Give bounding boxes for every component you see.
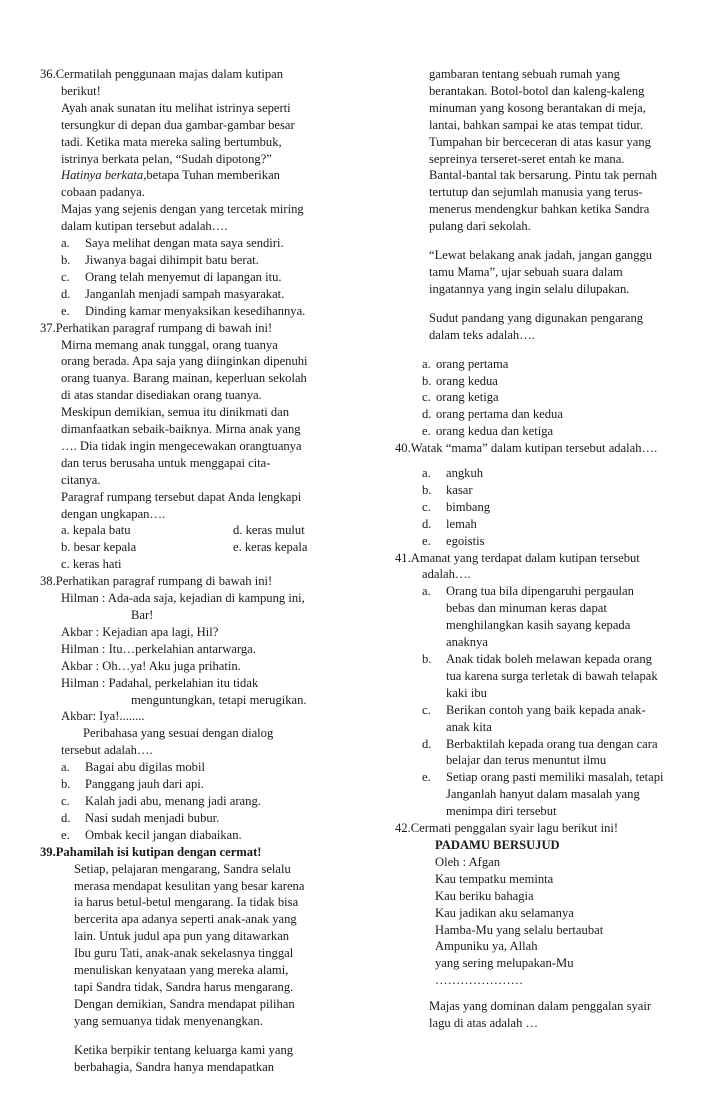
question-39-continued <box>395 66 705 356</box>
option-text: Dinding kamar menyaksikan kesedihannya. <box>85 303 306 318</box>
text-line: tersungkur di depan dua gambar-gambar besar <box>61 117 295 132</box>
option-text: Berbaktilah kepada orang tua dengan cara <box>446 736 658 751</box>
option-text: Setiap orang pasti memiliki masalah, tetapi <box>446 770 664 785</box>
text-line: Sudut pandang yang digunakan pengarang <box>429 310 644 325</box>
text-line: tersebut adalah…. <box>61 743 153 758</box>
dialog-line: Hilman : Ada-ada saja, kejadian di kampung ini, <box>61 591 305 606</box>
lyric-line: Hamba-Mu yang selalu bertaubat <box>435 922 604 937</box>
option-c <box>61 269 370 286</box>
text-fragment: betapa Tuhan memberikan <box>146 168 280 183</box>
option-letter: d. <box>422 407 432 422</box>
text-line: yang semuanya tidak menyenangkan. <box>74 1013 263 1028</box>
option-text: Nasi sudah menjadi bubur. <box>85 810 220 825</box>
option-text: Anak tidak boleh melawan kepada orang <box>446 652 652 666</box>
option-letter: b. <box>422 373 432 388</box>
option-row <box>61 556 370 573</box>
option-b <box>61 776 370 793</box>
option-text: Ombak kecil jangan diabaikan. <box>85 827 242 842</box>
question-40-head: 40.Watak “mama” dalam kutipan tersebut adalah…. <box>395 441 658 456</box>
text-line <box>61 167 370 184</box>
text-line: tapi Sandra tidak, Sandra harus mengarang. <box>74 979 294 994</box>
option-text: menghilangkan kasih sayang kepada <box>446 618 631 633</box>
question-37-head: 37.Perhatikan paragraf rumpang di bawah ini! <box>40 320 273 335</box>
question-38-head: 38.Perhatikan paragraf rumpang di bawah ini! <box>40 574 273 589</box>
text-line: berikut! <box>61 83 101 98</box>
option-letter: a. <box>422 584 431 599</box>
option-a <box>422 583 705 651</box>
question-41-head-cont: adalah…. <box>422 567 471 582</box>
text-line: cobaan padanya. <box>61 185 145 200</box>
option-text: anak kita <box>446 719 492 734</box>
question-41 <box>395 550 705 821</box>
option-d <box>422 516 705 533</box>
dialog-line: Akbar : Oh…ya! Aku juga prihatin. <box>61 658 241 673</box>
song-title: PADAMU BERSUJUD <box>435 837 560 852</box>
option-text: bebas dan minuman keras dapat <box>446 601 607 616</box>
text-line: ingatannya yang ingin selalu dilupakan. <box>429 281 630 296</box>
option-c: c. keras hati <box>61 557 122 572</box>
question-38 <box>40 573 370 844</box>
option-text: Kalah jadi abu, menang jadi arang. <box>85 793 261 808</box>
option-d <box>61 286 370 303</box>
option-letter: b. <box>422 482 432 497</box>
question-42 <box>395 820 705 1032</box>
option-letter: c. <box>422 702 431 717</box>
option-letter: b. <box>422 652 432 666</box>
option-b <box>422 651 705 702</box>
option-b <box>422 482 705 499</box>
option-a <box>422 356 705 373</box>
lyric-line: yang sering melupakan-Mu <box>435 956 574 971</box>
text-line: Majas yang sejenis dengan yang tercetak miring <box>61 202 304 217</box>
option-letter: d. <box>61 810 71 825</box>
dialog-line: Bar! <box>131 608 154 622</box>
option-b <box>61 252 370 269</box>
text-line: “Lewat belakang anak jadah, jangan ganggu <box>429 248 653 263</box>
option-text: orang kedua <box>436 373 498 388</box>
dialog-line: menguntungkan, tetapi merugikan. <box>131 692 307 707</box>
option-letter: e. <box>422 533 431 548</box>
text-line: lain. Untuk judul apa pun yang ditawarkan <box>74 929 290 944</box>
option-letter: e. <box>422 424 431 439</box>
text-line: …. Dia tidak ingin mengecewakan orangtuanya <box>61 438 302 453</box>
text-line: tadi. Ketika mata mereka saling bertumbuk, <box>61 134 282 149</box>
text-line: orang berada. Apa saja yang diinginkan dipenuhi <box>61 354 308 369</box>
question-39-head: 39.Pahamilah isi kutipan dengan cermat! <box>40 844 262 859</box>
option-e <box>422 769 705 820</box>
option-text: kaki ibu <box>446 685 487 700</box>
option-letter: b. <box>61 252 71 267</box>
option-text: Janganlah hanyut dalam masalah yang <box>446 787 640 802</box>
option-text: Orang telah menyemut di lapangan itu. <box>85 269 282 284</box>
question-39 <box>40 844 370 1076</box>
text-line: Setiap, pelajaran mengarang, Sandra selalu <box>74 861 291 876</box>
option-letter: c. <box>422 499 431 514</box>
text-line: menuliskan kenyataan yang mereka alami, <box>74 963 289 978</box>
option-text: egoistis <box>446 533 485 548</box>
option-e <box>422 533 705 550</box>
lyric-line: Kau tempatku meminta <box>435 871 554 886</box>
option-text: bimbang <box>446 499 491 514</box>
option-e <box>61 303 370 320</box>
question-39-options <box>395 356 705 441</box>
dialog-line: Hilman : Padahal, perkelahian itu tidak <box>61 675 259 690</box>
question-41-head: 41.Amanat yang terdapat dalam kutipan tersebut <box>395 550 640 565</box>
lyric-line: Kau beriku bahagia <box>435 888 534 903</box>
option-letter: c. <box>422 390 431 405</box>
text-line: lagu di atas adalah … <box>429 1016 539 1031</box>
text-line: dengan ungkapan…. <box>61 506 166 521</box>
option-a <box>422 465 705 482</box>
option-letter: d. <box>61 286 71 301</box>
option-text: Bagai abu digilas mobil <box>85 760 205 775</box>
option-text: anaknya <box>446 635 488 650</box>
option-c <box>422 702 705 736</box>
option-text: belajar dan terus menuntut ilmu <box>446 753 607 768</box>
option-text: Panggang jauh dari api. <box>85 777 204 792</box>
option-text: lemah <box>446 516 477 531</box>
option-text: orang pertama dan kedua <box>436 407 563 422</box>
text-line: Paragraf rumpang tersebut dapat Anda lengkapi <box>61 489 302 504</box>
option-d <box>422 406 705 423</box>
question-40 <box>395 440 705 549</box>
text-line: Mirna memang anak tunggal, orang tuanya <box>61 337 278 352</box>
lyric-line: Oleh : Afgan <box>435 854 501 869</box>
text-line: Peribahasa yang sesuai dengan dialog <box>83 726 274 741</box>
text-line: tamu Mama”, ujar sebuah suara dalam <box>429 264 623 279</box>
option-text: angkuh <box>446 466 484 481</box>
option-text: orang pertama <box>436 356 509 371</box>
option-text: kasar <box>446 482 473 497</box>
text-line: lantai, bahkan sampai ke atas tempat tidur. <box>429 117 644 132</box>
text-line: Meskipun demikian, semua itu dinikmati dan <box>61 405 290 420</box>
text-line: Ayah anak sunatan itu melihat istrinya seperti <box>61 100 291 115</box>
option-letter: a. <box>61 760 70 775</box>
question-36-head: 36.Cermatilah penggunaan majas dalam kutipan <box>40 67 284 81</box>
text-line: Ketika berpikir tentang keluarga kami yang <box>74 1042 294 1057</box>
text-line: dalam kutipan tersebut adalah…. <box>61 219 228 234</box>
dialog-line: Akbar: Iya!........ <box>61 709 145 724</box>
text-line: merasa mendapat kesulitan yang besar karena <box>74 878 305 893</box>
option-e <box>422 423 705 440</box>
text-line: istrinya berkata pelan, “Sudah dipotong?” <box>61 151 272 166</box>
option-b: b. besar kepala <box>61 540 137 555</box>
option-letter: a. <box>61 236 70 251</box>
option-a: a. kepala batu <box>61 523 131 538</box>
option-d <box>422 736 705 770</box>
option-letter: e. <box>61 303 70 318</box>
text-line: bercerita apa adanya seperti anak-anak yang <box>74 912 297 927</box>
option-letter: a. <box>422 356 431 371</box>
text-line: gambaran tentang sebuah rumah yang <box>429 67 620 81</box>
option-letter: b. <box>61 777 71 792</box>
option-text: Janganlah menjadi sampah masyarakat. <box>85 286 285 301</box>
dialog-line: Hilman : Itu…perkelahian antarwarga. <box>61 641 256 656</box>
dialog-line: Akbar : Kejadian apa lagi, Hil? <box>61 624 219 639</box>
option-letter: c. <box>61 269 70 284</box>
lyric-line: Ampuniku ya, Allah <box>435 939 538 954</box>
text-line: pulang dari sekolah. <box>429 219 531 234</box>
text-line: Ibu guru Tati, anak-anak sekelasnya tinggal <box>74 946 294 961</box>
option-letter: e. <box>422 770 431 785</box>
option-c <box>422 389 705 406</box>
option-text: Jiwanya bagai dihimpit batu berat. <box>85 252 259 267</box>
option-e <box>61 827 370 844</box>
text-line: tertutup dan sejumlah manusia yang terus- <box>429 185 643 200</box>
option-text: orang ketiga <box>436 390 499 405</box>
text-line: orang tuanya. Barang mainan, keperluan sekolah <box>61 371 307 386</box>
option-a <box>61 235 370 252</box>
question-42-head: 42.Cermati penggalan syair lagu berikut ini! <box>395 821 619 836</box>
option-letter: e. <box>61 827 70 842</box>
option-a <box>61 759 370 776</box>
option-row <box>61 522 370 539</box>
option-text: menimpa diri tersebut <box>446 804 557 819</box>
option-e: e. keras kepala <box>233 540 308 555</box>
text-line: Tumpahan bir berceceran di atas kasur yang <box>429 134 651 149</box>
text-line: di atas standar disediakan orang tuanya. <box>61 388 262 403</box>
option-text: tua karena surga terletak di bawah telapak <box>446 668 658 683</box>
text-line: ia harus betul-betul mengarang. Ia tidak bisa <box>74 895 299 910</box>
option-text: Berikan contoh yang baik kepada anak- <box>446 702 646 717</box>
option-row <box>61 539 370 556</box>
text-line: dalam teks adalah…. <box>429 327 535 342</box>
option-letter: c. <box>61 793 70 808</box>
option-text: Orang tua bila dipengaruhi pergaulan <box>446 584 634 599</box>
lyric-line: Kau jadikan aku selamanya <box>435 905 574 920</box>
text-line: Dengan demikian, Sandra mendapat pilihan <box>74 996 295 1011</box>
option-b <box>422 373 705 390</box>
text-line: citanya. <box>61 472 101 487</box>
text-line: berbahagia, Sandra hanya mendapatkan <box>74 1059 275 1074</box>
text-line: Majas yang dominan dalam penggalan syair <box>429 999 652 1014</box>
lyric-line: ………………… <box>435 973 524 988</box>
text-line: menerus mendengkur bahkan ketika Sandra <box>429 202 650 217</box>
question-37 <box>40 320 370 574</box>
text-line: Bantal-bantal tak bersarung. Pintu tak pernah <box>429 168 658 183</box>
text-line: berantakan. Botol-botol dan kaleng-kaleng <box>429 83 645 98</box>
option-letter: d. <box>422 516 432 531</box>
text-line: minuman yang kosong berantakan di meja, <box>429 100 646 115</box>
text-line: dimanfaatkan sebaik-baiknya. Mirna anak yang <box>61 422 301 437</box>
option-letter: a. <box>422 466 431 481</box>
text-line: sepreinya terseret-seret entah ke mana. <box>429 151 625 166</box>
option-d: d. keras mulut <box>233 523 305 538</box>
option-text: orang kedua dan ketiga <box>436 424 554 439</box>
italic-phrase: Hatinya berkata, <box>61 168 147 183</box>
option-letter: d. <box>422 736 432 751</box>
option-c <box>422 499 705 516</box>
text-line: dan terus berusaha untuk menggapai cita- <box>61 455 271 470</box>
question-36 <box>40 66 370 320</box>
option-c <box>61 793 370 810</box>
right-column <box>395 66 705 1032</box>
left-column <box>40 66 370 1075</box>
option-text: Saya melihat dengan mata saya sendiri. <box>85 236 284 251</box>
option-d <box>61 810 370 827</box>
